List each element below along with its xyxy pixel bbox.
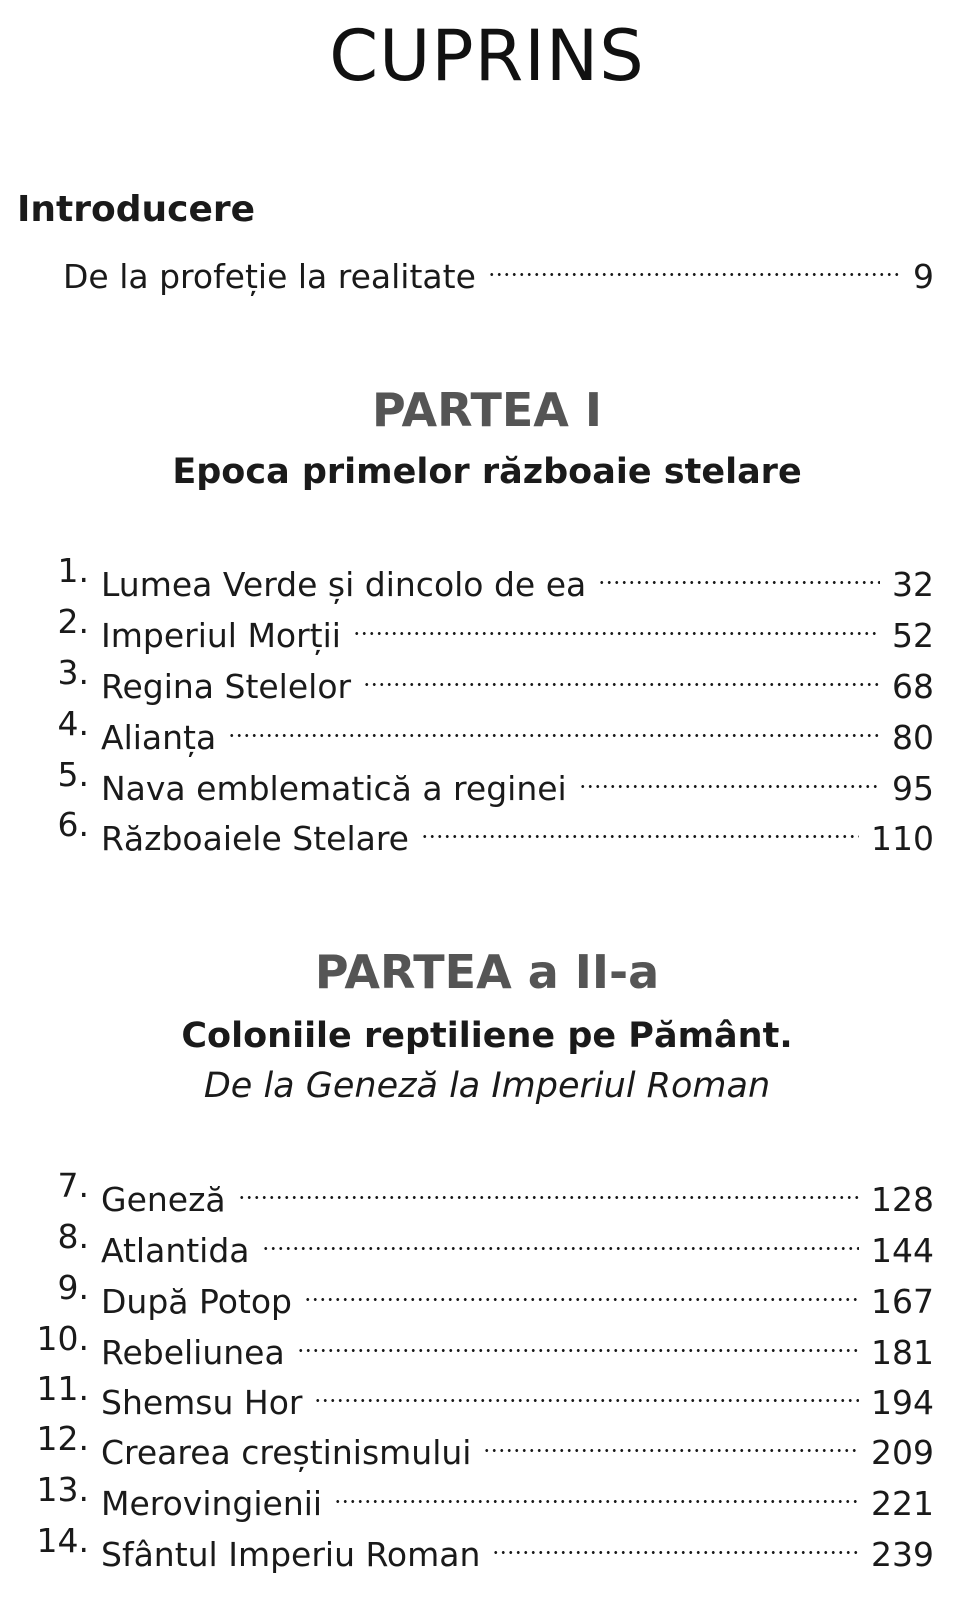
toc-entry-number: 7. [57,1166,89,1205]
toc-entry [0,238,974,296]
toc-page-number: 181 [871,1333,934,1372]
toc-entry-number: 5. [57,755,89,794]
toc-entry-number: 14. [36,1521,89,1560]
toc-entry-number: 9. [57,1268,89,1307]
toc-page-number: 110 [871,819,934,858]
toc-entry-title: Lumea Verde și dincolo de ea [101,565,587,604]
toc-entry-number: 1. [57,551,89,590]
toc-leader-dots [492,1516,859,1566]
toc-leader-dots [488,238,901,288]
toc-entry-title: Geneză [101,1180,226,1219]
toc-page-number: 9 [913,257,934,296]
toc-entry [0,1161,974,1219]
toc-entry-number: 8. [57,1217,89,1256]
toc-entry-number: 2. [57,602,89,641]
toc-leader-dots [598,546,880,596]
toc-entry [0,699,974,757]
toc-page-number: 128 [871,1180,934,1219]
toc-leader-dots [353,597,880,647]
toc-page-number: 32 [892,565,934,604]
toc-leader-dots [421,800,859,850]
toc-entry-number: 11. [36,1369,89,1408]
toc-entry [0,750,974,808]
toc-entry-title: Sfântul Imperiu Roman [101,1535,481,1574]
part2-subtitle-italic: De la Geneză la Imperiul Roman [203,1066,771,1106]
toc-leader-dots [304,1263,859,1313]
toc-leader-dots [262,1212,859,1262]
toc-entry-number: 3. [57,653,89,692]
toc-entry-number: 13. [36,1470,89,1509]
toc-entry [0,1314,974,1372]
toc-leader-dots [579,750,880,800]
toc-leader-dots [314,1364,859,1414]
toc-page-number: 209 [871,1433,934,1472]
toc-entry-title: Shemsu Hor [101,1383,303,1422]
toc-entry-title: Alianța [101,718,217,757]
toc-entry [0,648,974,706]
toc-entry [0,546,974,604]
page-title: CUPRINS [329,15,645,97]
toc-leader-dots [297,1314,859,1364]
toc-entry-title: Merovingienii [101,1484,323,1523]
toc-entry-number: 6. [57,805,89,844]
toc-page-number: 68 [892,667,934,706]
toc-entry [0,1516,974,1574]
toc-page-number: 167 [871,1282,934,1321]
toc-page-number: 80 [892,718,934,757]
toc-entry-title: După Potop [101,1282,292,1321]
toc-page-number: 239 [871,1535,934,1574]
toc-entry [0,1263,974,1321]
part2-title: PARTEA a II-a [314,945,660,999]
toc-leader-dots [228,699,880,749]
toc-leader-dots [483,1414,859,1464]
toc-leader-dots [363,648,880,698]
toc-entry [0,1414,974,1472]
toc-leader-dots [238,1161,859,1211]
intro-heading: Introducere [17,189,256,230]
toc-entry-title: Atlantida [101,1231,250,1270]
toc-entry [0,1364,974,1422]
toc-entry-title: De la profeție la realitate [63,257,476,296]
toc-page-number: 95 [892,769,934,808]
part1-title: PARTEA I [372,383,602,437]
part2-subtitle: Coloniile reptiliene pe Pământ. [181,1016,793,1056]
toc-page-number: 221 [871,1484,934,1523]
toc-page-number: 194 [871,1383,934,1422]
toc-entry-title: Crearea creștinismului [101,1433,472,1472]
toc-page-number: 52 [892,616,934,655]
toc-entry-title: Războaiele Stelare [101,819,409,858]
toc-entry-title: Imperiul Morții [101,616,341,655]
toc-entry [0,800,974,858]
toc-entry [0,1212,974,1270]
toc-entry-number: 4. [57,704,89,743]
toc-entry [0,1465,974,1523]
part1-subtitle: Epoca primelor războaie stelare [172,452,802,492]
toc-page-number: 144 [871,1231,934,1270]
toc-leader-dots [334,1465,859,1515]
toc-entry-number: 10. [36,1319,89,1358]
toc-entry-title: Nava emblematică a reginei [101,769,567,808]
toc-entry-title: Regina Stelelor [101,667,352,706]
toc-entry-number: 12. [36,1419,89,1458]
toc-entry [0,597,974,655]
toc-entry-title: Rebeliunea [101,1333,285,1372]
